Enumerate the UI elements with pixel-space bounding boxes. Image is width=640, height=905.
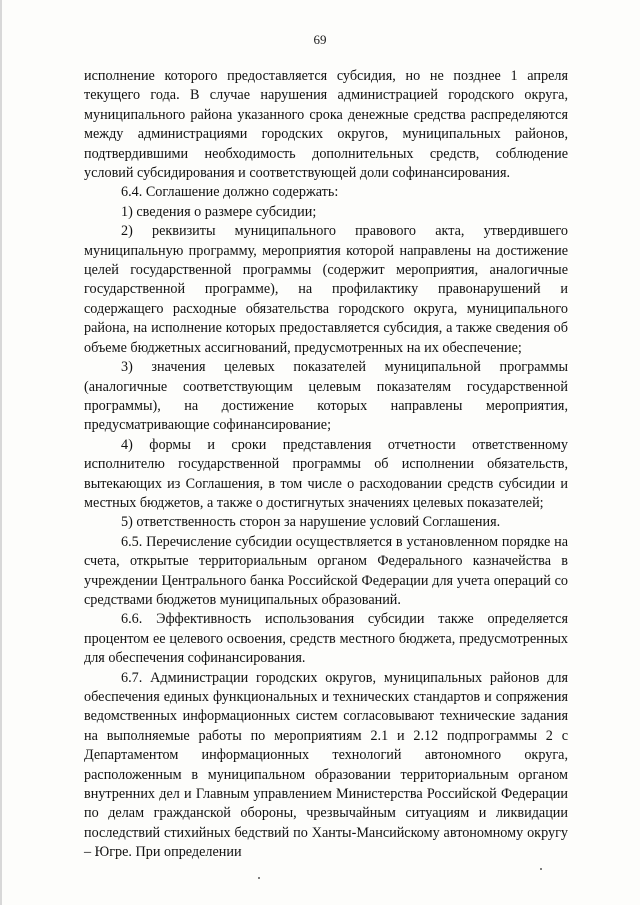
list-item-3: 3) значения целевых показателей муниципальной программы (аналогичные соответствующим целевым показателям государственной программы), на достижение которых направлены мероприятия, предусматривающие софинансирование; <box>84 359 568 434</box>
page-number: 69 <box>313 32 327 47</box>
list-item-4: 4) формы и сроки представления отчетности ответственному исполнителю государственной программы об исполнении обязательств, вытекающих из Соглашения, в том числе о расходовании средств субсидии и местных бюджетов, а также о достигнутых значениях целевых показателей; <box>84 436 568 511</box>
paragraph-6-4-heading: 6.4. Соглашение должно содержать: <box>121 184 339 201</box>
scan-edge <box>0 0 2 905</box>
paragraph-continuation: исполнение которого предоставляется субсидия, но не позднее 1 апреля текущего года. В случае нарушения администрацией городского округа, муниципального района указанного срока денежные средства распределяются между администрациями городских округов, муниципальных районов, подтвердившими необходимость дополнительных средств, соблюдение условий субсидирования и соответствующей доли софинансирования. <box>84 68 568 182</box>
paragraph-6-6: 6.6. Эффективность использования субсидии также определяется процентом ее целевого освоения, средств местного бюджета, предусмотренных для обеспечения софинансирования. <box>84 611 568 667</box>
scan-speck <box>540 868 542 870</box>
list-item-5: 5) ответственность сторон за нарушение условий Соглашения. <box>121 514 501 531</box>
paragraph-6-7: 6.7. Администрации городских округов, муниципальных районов для обеспечения единых функциональных и технических стандартов и сопряжения ведомственных информационных систем согласовывают технические задания на выполняемые работы по мероприятиям 2.1 и 2.12 подпрограммы 2 с Департаментом информационных технологий автономного округа, расположенным в муниципальном образовании территориальным органом внутренних дел и Главным управлением Министерства Российской Федерации по делам гражданской обороны, чрезвычайным ситуациям и ликвидации последствий стихийных бедствий по Ханты-Мансийскому автономному округу – Югре. При определении <box>84 669 568 861</box>
paragraph-6-5: 6.5. Перечисление субсидии осуществляется в установленном порядке на счета, открытые территориальным органом Федерального казначейства в учреждении Центрального банка Российской Федерации для учета операций со средствами бюджетов муниципальных образований. <box>84 533 568 608</box>
list-item-1: 1) сведения о размере субсидии; <box>121 203 317 220</box>
document-body <box>84 67 568 863</box>
list-item-2: 2) реквизиты муниципального правового акта, утвердившего муниципальную программу, мероприятия которой направлены на достижение целей государственной программы (содержит мероприятия, аналогичные государственной программе), на профилактику правонарушений и содержащего расходные обязательства городского округа, муниципального района, на исполнение которых предоставляется субсидия, а также сведения об объеме бюджетных ассигнований, предусмотренных на их обеспечение; <box>84 223 568 356</box>
scan-speck <box>258 877 260 879</box>
